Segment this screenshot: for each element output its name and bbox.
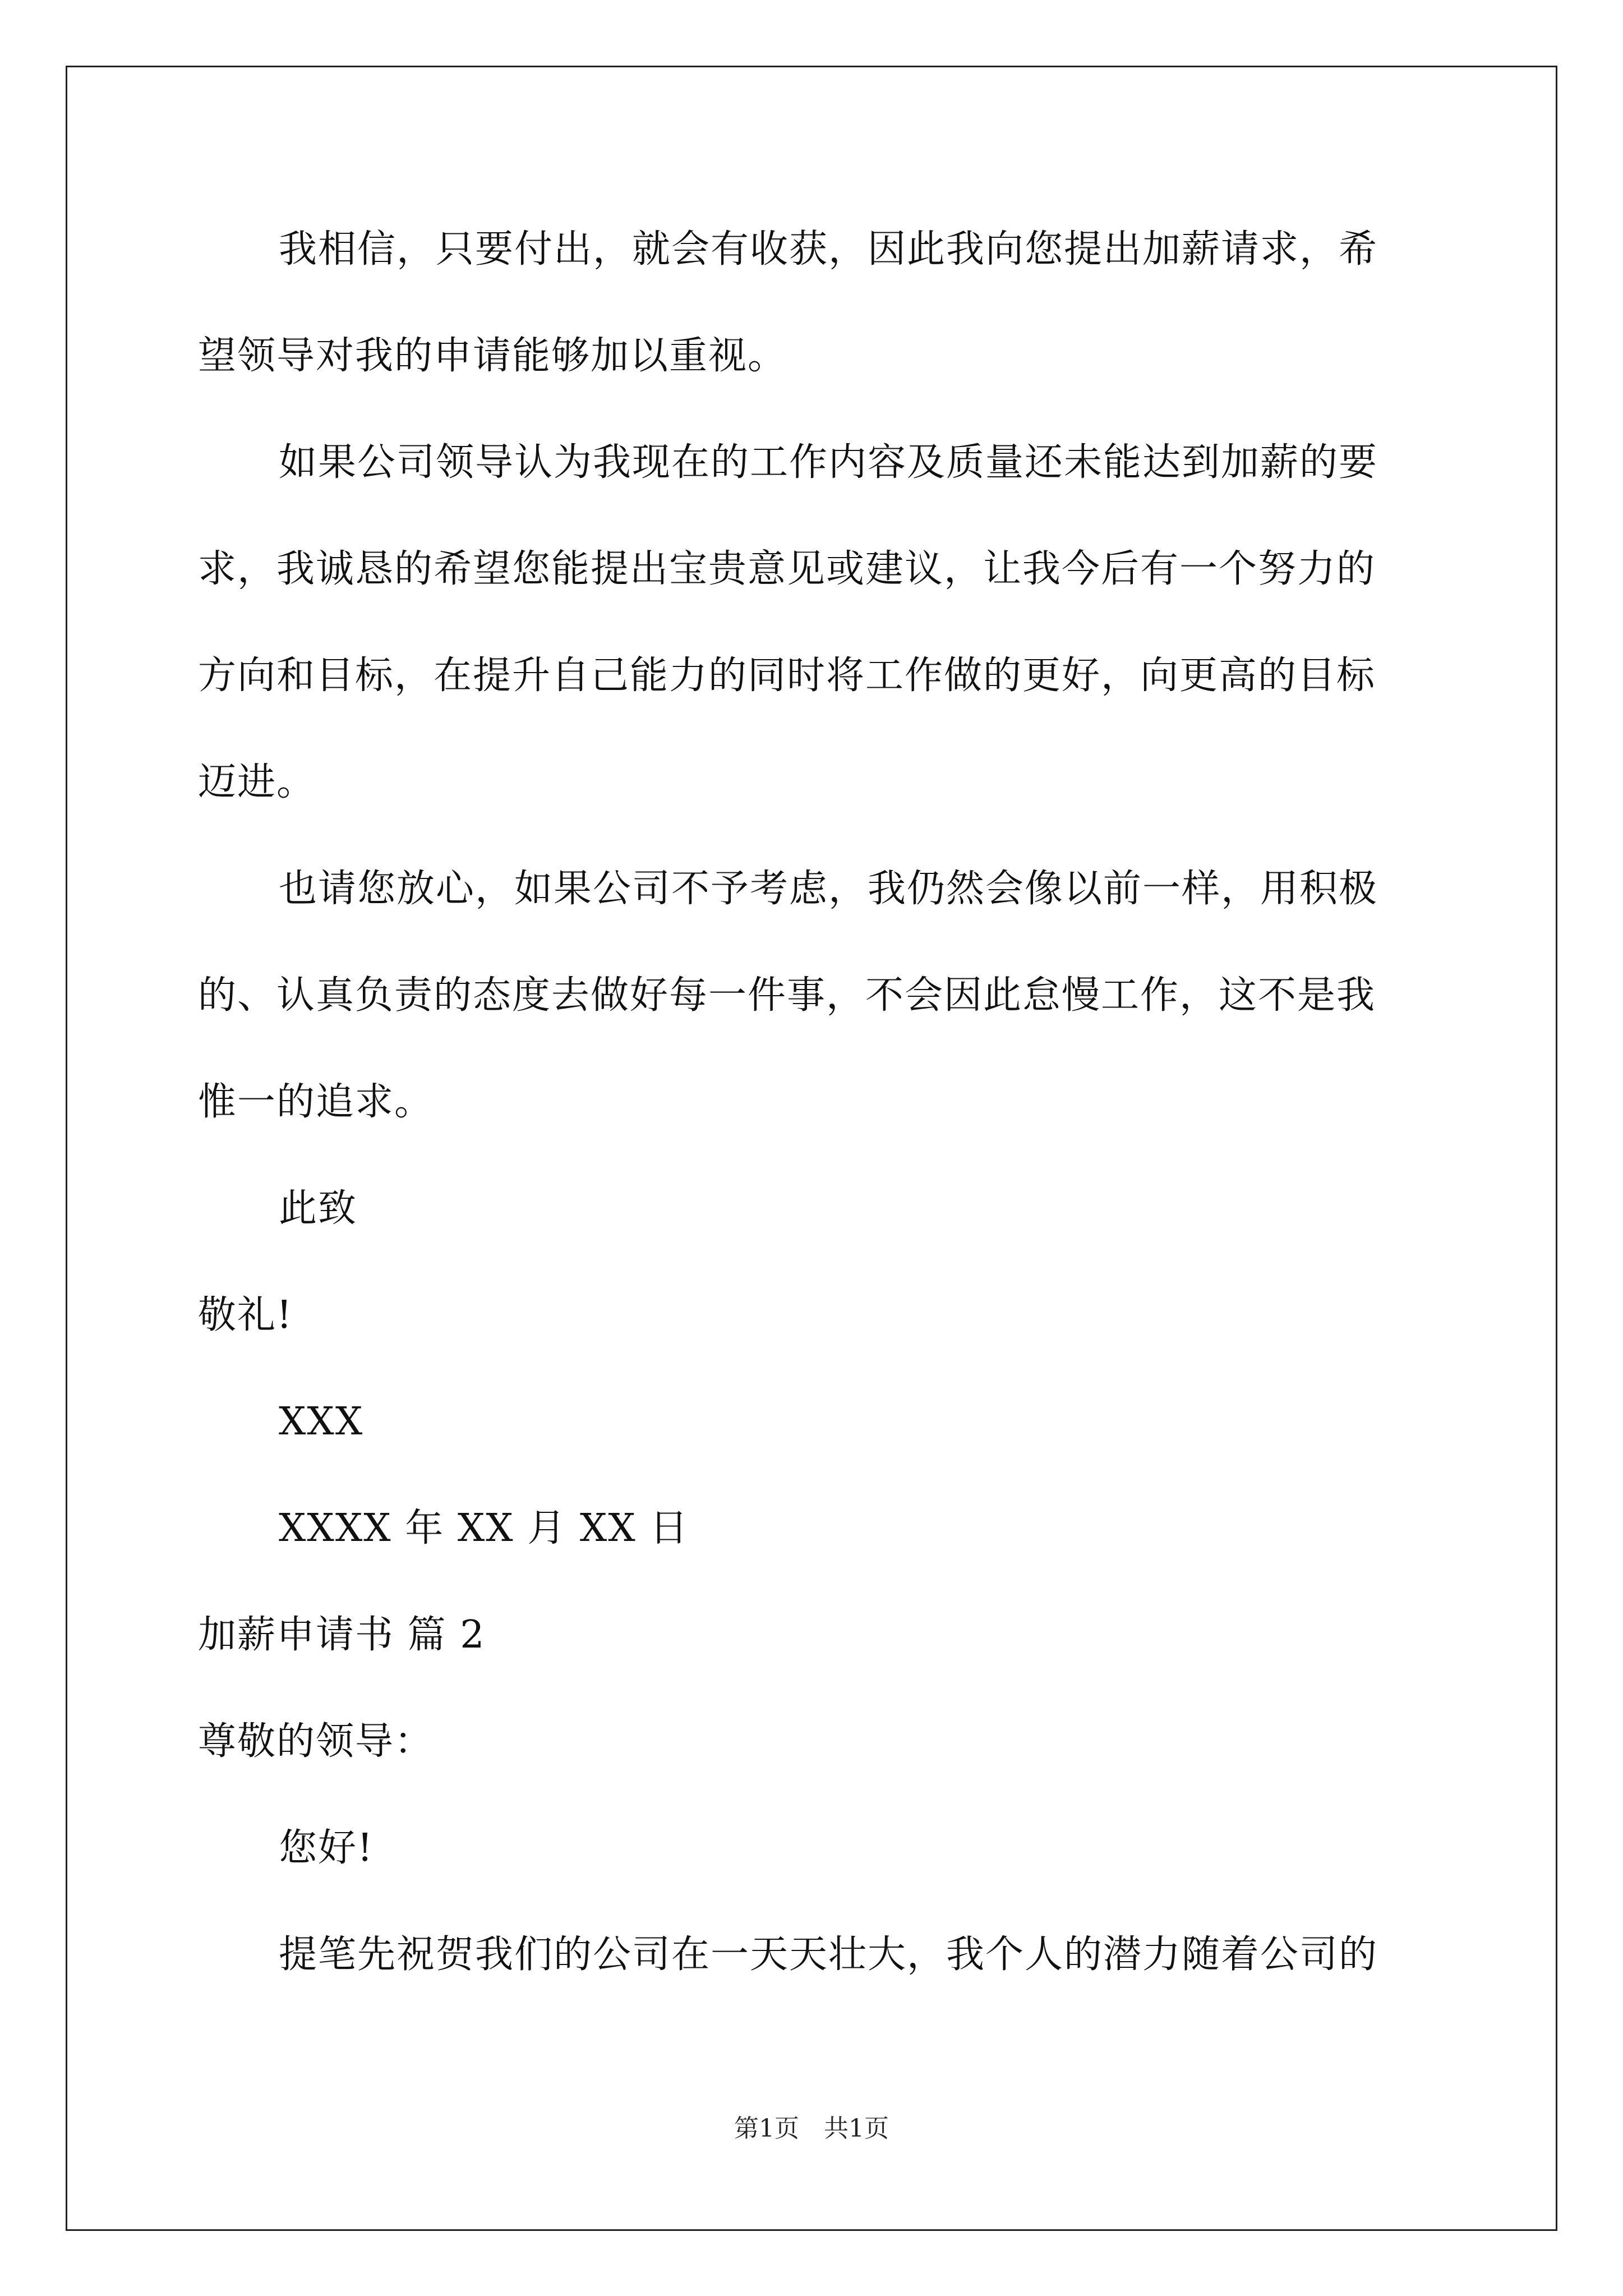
- signature-name: XXX: [279, 1400, 364, 1444]
- letter-hello: 您好!: [279, 1826, 374, 1870]
- paragraph-line: 求，我诚恳的希望您能提出宝贵意见或建议，让我今后有一个努力的: [198, 547, 1376, 591]
- paragraph-line: 方向和目标，在提升自己能力的同时将工作做的更好，向更高的目标: [198, 654, 1376, 698]
- closing-regards: 敬礼!: [198, 1293, 293, 1337]
- closing-salutation: 此致: [279, 1186, 358, 1231]
- page-number: 第1页 共1页: [734, 2114, 889, 2143]
- paragraph-line: 惟一的追求。: [198, 1080, 434, 1124]
- paragraph-line: 望领导对我的申请能够加以重视。: [198, 334, 787, 378]
- paragraph-line: 的、认真负责的态度去做好每一件事，不会因此怠慢工作，这不是我: [198, 973, 1376, 1018]
- paragraph-line: 迈进。: [198, 760, 316, 804]
- letter-greeting: 尊敬的领导：: [198, 1719, 434, 1764]
- paragraph-line: 我相信，只要付出，就会有收获，因此我向您提出加薪请求，希: [279, 227, 1378, 272]
- signature-date: XXXX 年 XX 月 XX 日: [279, 1506, 689, 1550]
- page-border: [66, 66, 1557, 2231]
- paragraph-line: 也请您放心，如果公司不予考虑，我仍然会像以前一样，用积极: [279, 867, 1378, 911]
- section-heading: 加薪申请书 篇 2: [198, 1613, 486, 1657]
- paragraph-line: 如果公司领导认为我现在的工作内容及质量还未能达到加薪的要: [279, 440, 1378, 485]
- paragraph-line: 提笔先祝贺我们的公司在一天天壮大，我个人的潜力随着公司的: [279, 1932, 1378, 1977]
